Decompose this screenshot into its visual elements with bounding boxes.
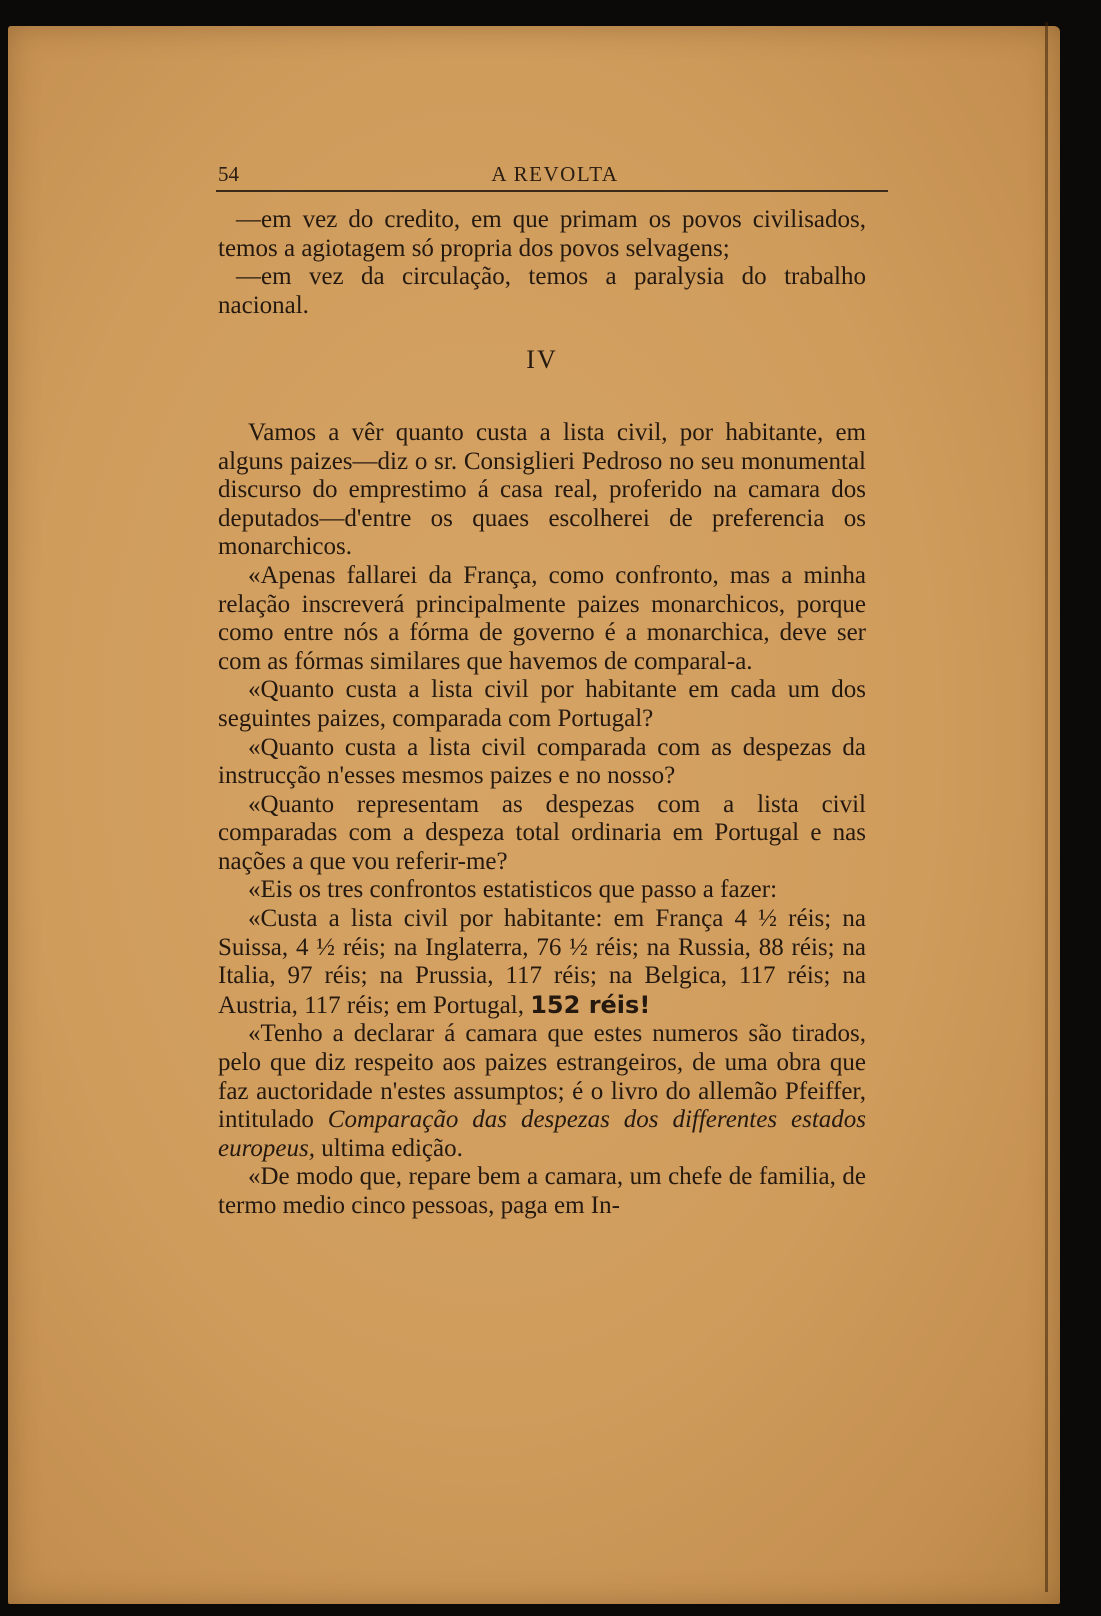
body-text <box>218 206 866 1221</box>
paragraph <box>218 905 866 1020</box>
book-title: Comparação das despezas dos differentes estados europeus, <box>218 1106 867 1162</box>
paragraph: «Quanto custa a lista civil por habitante em cada um dos seguintes paizes, comparada com Portugal? <box>218 676 866 732</box>
page-number: 54 <box>218 162 239 186</box>
paragraph-text: «Tenho a declarar á camara que estes numeros são tirados, pelo que diz respeito aos paizes estrangeiros, de uma obra que faz auctoridade n'estes assumptos; é o livro do allemão Pfeiffer, intitulado <box>218 1020 866 1134</box>
page-fold-edge <box>1045 22 1048 1592</box>
running-header <box>218 162 860 188</box>
paragraph <box>218 1020 866 1163</box>
section-heading: IV <box>526 345 558 375</box>
paragraph: Vamos a vêr quanto custa a lista civil, por habitante, em alguns paizes—diz o sr. Consiglieri Pedroso no seu monumental discurso do emprestimo á casa real, proferido na camara dos deputados—d'entre os quaes escolherei de preferencia os monarchicos. <box>218 418 866 561</box>
paragraph: «Eis os tres confrontos estatisticos que passo a fazer: <box>248 876 778 904</box>
header-rule <box>216 190 888 192</box>
paragraph: «Quanto custa a lista civil comparada com as despezas da instrucção n'esses mesmos paizes e no nosso? <box>218 733 866 790</box>
running-title: A REVOLTA <box>491 162 619 186</box>
paragraph: «Apenas fallarei da França, como confronto, mas a minha relação inscreverá principalmente paizes monarchicos, porque como entre nós a fórma de governo é a monarchica, deve ser com as fórmas similares que havemos de comparal-a. <box>218 561 866 675</box>
paragraph: —em vez da circulação, temos a paralysia do trabalho nacional. <box>218 263 866 319</box>
emphasized-amount: 152 réis! <box>530 990 651 1019</box>
paragraph: «Quanto representam as despezas com a lista civil comparadas com a despeza total ordinaria em Portugal e nas nações a que vou referir-me? <box>218 790 866 875</box>
paragraph-text: «Custa a lista civil por habitante: em França 4 ½ réis; na Suissa, 4 ½ réis; na Inglaterra, 76 ½ réis; na Russia, 88 réis; na Italia, 97 réis; na Prussia, 117 réis; na Belgica, 117 réis; na Austria, 117 réis; em Portugal, <box>218 905 866 1019</box>
paragraph-text: ultima edição. <box>321 1134 463 1162</box>
paragraph: «De modo que, repare bem a camara, um chefe de familia, de termo medio cinco pessoas, paga em In- <box>218 1163 866 1219</box>
paragraph: —em vez do credito, em que primam os povos civilisados, temos a agiotagem só propria dos povos selvagens; <box>218 206 866 262</box>
